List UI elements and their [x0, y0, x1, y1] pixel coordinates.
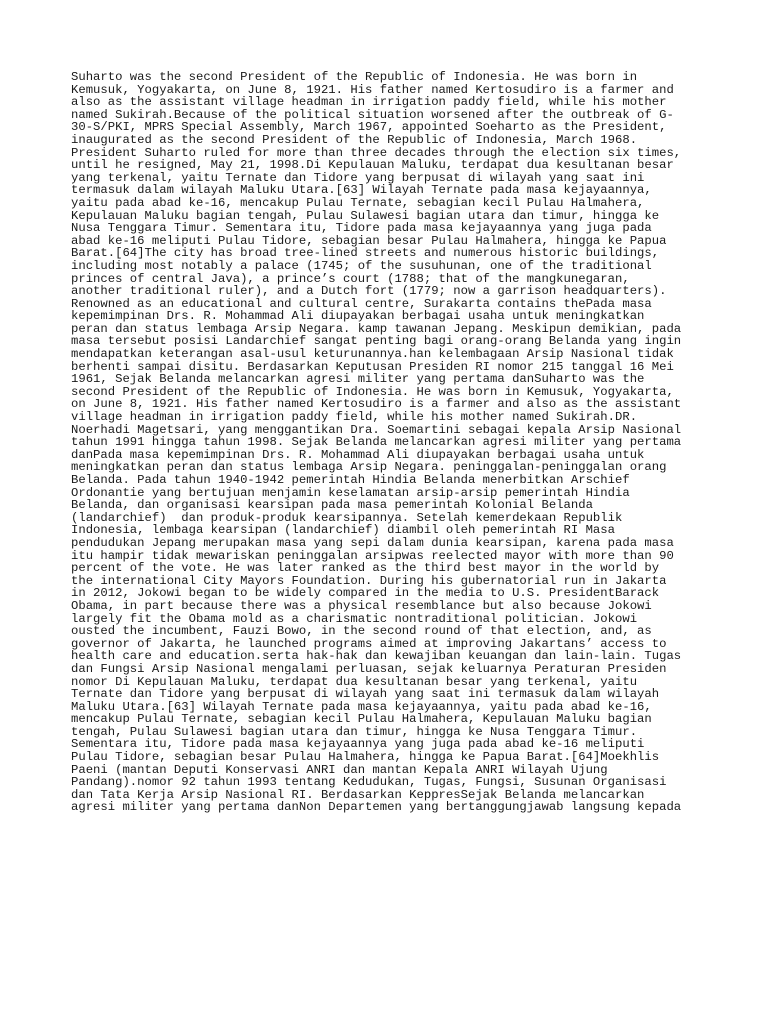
text-line: (landarchief) dan produk-produk kearsipannya. Setelah kemerdekaan Republik — [71, 510, 623, 525]
text-line: Kemusuk, Yogyakarta, on June 8, 1921. His father named Kertosudiro is a farmer and — [71, 82, 674, 97]
text-line: another traditional ruler), and a Dutch fort (1779; now a garrison headquarters). — [71, 284, 667, 299]
text-line: inaugurated as the second President of the Republic of Indonesia, March 1968. — [71, 132, 638, 147]
text-line: berhenti sampai disitu. Berdasarkan Keputusan Presiden RI nomor 215 tanggal 16 Mei — [71, 359, 674, 374]
text-line: mencakup Pulau Ternate, sebagian kecil Pulau Halmahera, Kepulauan Maluku bagian — [71, 712, 652, 727]
text-line: Pandang).nomor 92 tahun 1993 tentang Kedudukan, Tugas, Fungsi, Susunan Organisasi — [71, 775, 667, 790]
text-line: danPada masa kepemimpinan Drs. R. Mohammad Ali diupayakan berbagai usaha untuk — [71, 447, 645, 462]
text-line: health care and education.serta hak-hak dan kewajiban keuangan dan lain-lain. Tugas — [71, 649, 682, 664]
text-line: Ordonantie yang bertujuan menjamin keselamatan arsip-arsip pemerintah Hindia — [71, 485, 630, 500]
text-line: named Sukirah.Because of the political situation worsened after the outbreak of G- — [71, 107, 674, 122]
text-line: 1961, Sejak Belanda melancarkan agresi militer yang pertama danSuharto was the — [71, 372, 645, 387]
text-line: also as the assistant village headman in irrigation paddy field, while his mother — [71, 95, 667, 110]
text-line: Belanda, dan organisasi kearsipan pada masa pemerintah Kolonial Belanda — [71, 498, 593, 513]
text-line: masa tersebut posisi Landarchief sangat penting bagi orang-orang Belanda yang ingin — [71, 334, 682, 349]
text-line: Belanda. Pada tahun 1940-1942 pemerintah Hindia Belanda menerbitkan Arschief — [71, 473, 630, 487]
text-line: Maluku Utara.[63] Wilayah Ternate pada masa kejayaannya, yaitu pada abad ke-16, — [71, 699, 652, 714]
text-line: Paeni (mantan Deputi Konservasi ANRI dan mantan Kepala ANRI Wilayah Ujung — [71, 762, 608, 777]
text-line: Barat.[64]The city has broad tree-lined streets and numerous historic buildings, — [71, 246, 660, 261]
text-line: Kepulauan Maluku bagian tengah, Pulau Sulawesi bagian utara dan timur, hingga ke — [71, 208, 660, 223]
text-line: the international City Mayors Foundation. During his gubernatorial run in Jakarta — [71, 573, 667, 588]
text-line: governor of Jakarta, he launched programs aimed at improving Jakartans’ access to — [71, 636, 667, 651]
body-text — [71, 71, 701, 814]
text-line: until he resigned, May 21, 1998.Di Kepulauan Maluku, terdapat dua kesultanan besar — [71, 158, 674, 173]
text-line: princes of central Java), a prince’s court (1788; that of the mangkunegaran, — [71, 271, 630, 286]
text-line: Indonesia, lembaga kearsipan (landarchief) diambil oleh pemerintah RI Masa — [71, 523, 615, 538]
text-line: percent of the vote. He was later ranked as the third best mayor in the world by — [71, 561, 660, 576]
text-line: peran dan status lembaga Arsip Negara. kamp tawanan Jepang. Meskipun demikian, pada — [71, 321, 682, 336]
text-line: tengah, Pulau Sulawesi bagian utara dan timur, hingga ke Nusa Tenggara Timur. — [71, 724, 638, 739]
text-line: yaitu pada abad ke-16, mencakup Pulau Ternate, sebagian kecil Pulau Halmahera, — [71, 195, 645, 210]
text-line: abad ke-16 meliputi Pulau Tidore, sebagian besar Pulau Halmahera, hingga ke Papua — [71, 233, 667, 248]
text-line: Sementara itu, Tidore pada masa kejayaannya yang juga pada abad ke-16 meliputi — [71, 737, 645, 752]
text-line: on June 8, 1921. His father named Kertosudiro is a farmer and also as the assistant — [71, 397, 682, 412]
text-line: including most notably a palace (1745; of the susuhunan, one of the traditional — [71, 258, 652, 273]
text-line: Renowned as an educational and cultural centre, Surakarta contains thePada masa — [71, 296, 652, 311]
text-line: 30-S/PKI, MPRS Special Assembly, March 1967, appointed Soeharto as the President, — [71, 120, 667, 135]
text-line: kepemimpinan Drs. R. Mohammad Ali diupayakan berbagai usaha untuk meningkatkan — [71, 309, 645, 324]
text-line: Obama, in part because there was a physical resemblance but also because Jokowi — [71, 598, 652, 613]
text-line: Ternate dan Tidore yang berpusat di wilayah yang saat ini termasuk dalam wilayah — [71, 687, 660, 702]
text-line: tahun 1991 hingga tahun 1998. Sejak Belanda melancarkan agresi militer yang pertama — [71, 435, 682, 450]
text-line: itu hampir tidak mewariskan peninggalan arsipwas reelected mayor with more than 90 — [71, 548, 674, 563]
text-line: nomor Di Kepulauan Maluku, terdapat dua kesultanan besar yang terkenal, yaitu — [71, 674, 638, 689]
text-line: pendudukan Jepang merupakan masa yang sepi dalam dunia kearsipan, karena pada masa — [71, 535, 674, 550]
text-line: termasuk dalam wilayah Maluku Utara.[63] Wilayah Ternate pada masa kejayaannya, — [71, 183, 652, 198]
text-line: dan Tata Kerja Arsip Nasional RI. Berdasarkan KeppresSejak Belanda melancarkan — [71, 787, 645, 802]
text-line: President Suharto ruled for more than three decades through the election six times, — [71, 145, 682, 160]
text-line: agresi militer yang pertama danNon Departemen yang bertanggungjawab langsung kepada — [71, 800, 682, 815]
text-line: Nusa Tenggara Timur. Sementara itu, Tidore pada masa kejayaannya yang juga pada — [71, 221, 652, 236]
text-line: dan Fungsi Arsip Nasional mengalami perluasan, sejak keluarnya Peraturan Presiden — [71, 661, 667, 676]
text-line: mendapatkan keterangan asal-usul keturunannya.han kelembagaan Arsip Nasional tidak — [71, 347, 674, 362]
text-line: meningkatkan peran dan status lembaga Arsip Negara. peninggalan-peninggalan orang — [71, 460, 667, 475]
text-line: ousted the incumbent, Fauzi Bowo, in the second round of that election, and, as — [71, 624, 652, 639]
text-line: Pulau Tidore, sebagian besar Pulau Halmahera, hingga ke Papua Barat.[64]Moekhlis — [71, 750, 660, 765]
text-line: Noerhadi Magetsari, yang menggantikan Dra. Soemartini sebagai kepala Arsip Nasional — [71, 422, 682, 437]
text-line: Suharto was the second President of the Republic of Indonesia. He was born in — [71, 70, 638, 84]
text-line: in 2012, Jokowi began to be widely compared in the media to U.S. PresidentBarack — [71, 586, 660, 601]
text-line: yang terkenal, yaitu Ternate dan Tidore yang berpusat di wilayah yang saat ini — [71, 170, 645, 185]
text-line: largely fit the Obama mold as a charismatic nontraditional politician. Jokowi — [71, 611, 638, 626]
text-line: second President of the Republic of Indonesia. He was born in Kemusuk, Yogyakarta, — [71, 384, 674, 399]
text-line: village headman in irrigation paddy field, while his mother named Sukirah.DR. — [71, 410, 638, 425]
